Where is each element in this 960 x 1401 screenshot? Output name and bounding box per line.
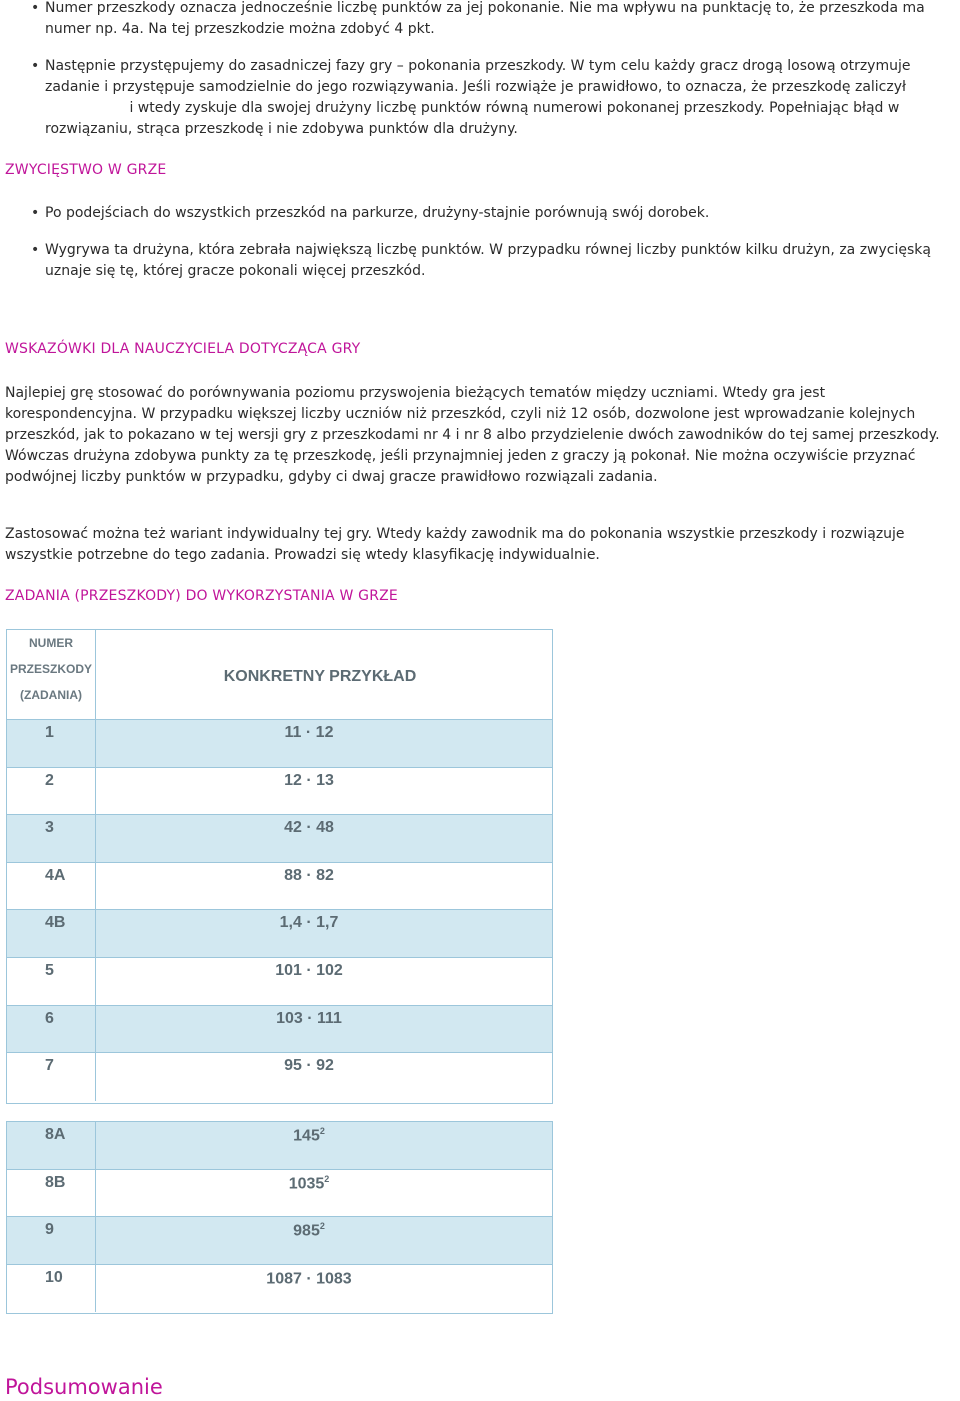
task-example: 103 · 111 [276,1009,342,1027]
intro-list [0,0,950,40]
tasks-table-2 [6,1121,553,1314]
table-row [7,1006,552,1054]
task-example: 95 · 92 [284,1057,334,1075]
task-number: 8B [7,1170,96,1217]
task-example-base: 1087 · 1083 [266,1270,352,1288]
teacher-heading: WSKAZÓWKI DLA NAUCZYCIELA DOTYCZĄCA GRY [5,341,361,357]
phase-list [0,56,950,140]
task-example: 88 · 82 [284,866,334,884]
phase-text-part2: i wtedy zyskuje dla swojej drużyny liczbę punktów równą numerowi pokonanej przeszkody. Popełniając błąd w rozwiązaniu, strąca przeszkodę i nie zdobywa punktów dla drużyny. [45,100,900,137]
task-number: 5 [7,958,96,1005]
header-number-line: PRZESZKODY [9,662,92,676]
table-header-row [7,630,552,720]
task-example-exponent: 2 [319,1126,325,1136]
task-example: 42 · 48 [284,819,334,837]
list-item [0,56,950,140]
table-row [7,815,552,863]
table-row [7,1053,552,1101]
task-number: 4B [7,910,96,957]
header-example-cell: KONKRETNY PRZYKŁAD [223,668,417,685]
teacher-paragraph-1: Najlepiej grę stosować do porównywania poziomu przyswojenia bieżących tematów między uczniami. Wtedy gra jest korespondencyjna. W przypadku większej liczby uczniów niż przeszkód, czyli niż 12 osób, dozwolone jest wprowadzanie kolejnych przeszkód, jak to pokazano w tej wersji gry z przeszkodami nr 4 i nr 8 albo przydzielenie dwóch zawodników do tej samej przeszkody. Wówczas drużyna zdobywa punkty za tę przeszkodę, jeśli przynajmniej jeden z graczy ją pokonał. Nie można oczywiście przyznać podwójnej liczby punktów w przypadku, gdyby ci dwaj gracze prawidłowo rozwiązali zadania. [5,385,940,485]
task-example [96,1265,552,1313]
tasks-heading: ZADANIA (PRZESZKODY) DO WYKORZYSTANIA W GRZE [5,588,398,604]
task-example: 12 · 13 [284,771,334,789]
task-example-exponent: 2 [324,1173,330,1184]
table-row [7,1265,552,1313]
list-item: • Po podejściach do wszystkich przeszkód na parkurze, drużyny-stajnie porównują swój dorobek. [0,203,955,224]
task-example-base: 985 [293,1222,320,1240]
task-number: 3 [7,815,96,862]
task-example-exponent: 2 [319,1221,325,1232]
task-example [96,1170,552,1217]
task-example [96,1217,552,1264]
task-example: 11 · 12 [284,724,334,741]
task-example-base: 1035 [288,1174,325,1192]
header-number-line: NUMER [29,636,73,650]
table-row [7,768,552,816]
task-number: 6 [7,1006,96,1053]
table-row [7,1217,552,1265]
task-number: 9 [7,1217,96,1264]
list-item: • Wygrywa ta drużyna, która zebrała największą liczbę punktów. W przypadku równej liczby punktów kilku drużyn, za zwycięską uznaje się tę, której gracze pokonali więcej przeszkód. [0,240,955,282]
task-example: 101 · 102 [275,961,343,979]
table-row [7,1170,552,1218]
teacher-paragraph-2: Zastosować można też wariant indywidualny tej gry. Wtedy każdy zawodnik ma do pokonania wszystkie przeszkody i rozwiązuje wszystkie potrzebne do tego zadania. Prowadzi się wtedy klasyfikację indywidualnie. [5,526,905,563]
task-number: 7 [7,1053,96,1101]
tasks-table-1 [6,629,553,1104]
table-row [7,863,552,911]
header-number-line: (ZADANIA) [20,688,82,702]
victory-heading: ZWYCIĘSTWO W GRZE [5,162,167,178]
table-row [7,958,552,1006]
task-number: 4A [7,863,96,910]
task-example [96,1122,552,1169]
task-number: 8A [7,1122,96,1169]
victory-list [0,203,955,282]
table-row [7,910,552,958]
task-number: 1 [7,720,96,767]
summary-heading: Podsumowanie [5,1375,163,1399]
task-number: 10 [7,1265,96,1313]
table-row [7,720,552,768]
header-number-cell [7,630,96,719]
list-item: • Numer przeszkody oznacza jednocześnie liczbę punktów za jej pokonanie. Nie ma wpływu na punktację to, że przeszkoda ma numer np. 4a. Na tej przeszkodzie można zdobyć 4 pkt. [0,0,950,40]
table-row [7,1122,552,1170]
phase-text-part1: Następnie przystępujemy do zasadniczej fazy gry – pokonania przeszkody. W tym celu każdy gracz drogą losową otrzymuje zadanie i przystępuje samodzielnie do jego rozwiązywania. Jeśli rozwiąże je prawidłowo, to oznacza, że przeszkodę zaliczył [45,58,911,95]
task-example-base: 145 [293,1127,320,1145]
task-number: 2 [7,768,96,815]
task-example: 1,4 · 1,7 [279,914,339,932]
